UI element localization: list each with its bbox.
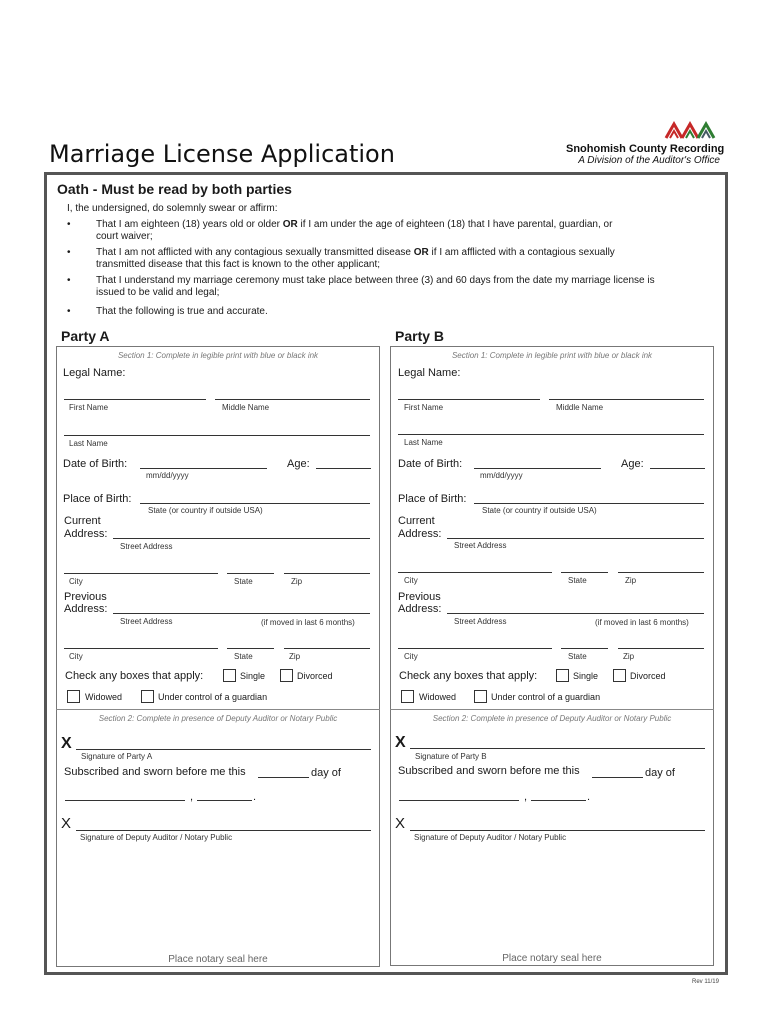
party-b-prev-state-label: State [568, 652, 587, 661]
party-a-last-name-label: Last Name [69, 439, 108, 448]
party-a-last-name-field[interactable] [64, 435, 370, 436]
party-a-zip-label: Zip [291, 577, 303, 586]
party-a-pob-label: Place of Birth: [63, 493, 132, 505]
party-a-title: Party A [61, 328, 110, 344]
oath-bullet-2: That I am not afflicted with any contagious sexually transmitted disease OR if I am afflicted with a contagious sexually transmitted disease that this fact is known to the other applicant; [96, 247, 615, 270]
party-b-day-of-text: day of [645, 767, 675, 779]
party-b-moved-note: (if moved in last 6 months) [595, 618, 689, 627]
party-a-prev-city-field[interactable] [64, 648, 218, 649]
party-a-signature-x: X [61, 735, 72, 752]
party-a-widowed-label: Widowed [85, 692, 123, 702]
party-a-notary-signature-label: Signature of Deputy Auditor / Notary Public [80, 833, 233, 842]
party-b-dob-format: mm/dd/yyyy [480, 471, 523, 480]
party-b-state-label: State [568, 576, 587, 585]
party-a-previous-label: Previous [64, 591, 107, 603]
party-a-age-label: Age: [287, 458, 310, 470]
org-subtitle: A Division of the Auditor's Office [578, 155, 720, 166]
party-b-pob-label: Place of Birth: [398, 493, 467, 505]
party-a-current-city-field[interactable] [64, 573, 218, 574]
party-b-comma: , [524, 791, 528, 803]
party-b-legal-name-label: Legal Name: [398, 367, 461, 379]
party-a-first-name-label: First Name [69, 403, 109, 412]
party-b-section2-note: Section 2: Complete in presence of Deputy Auditor or Notary Public [432, 714, 672, 723]
party-b-prev-city-label: City [404, 652, 418, 661]
party-a-day-of-text: day of [311, 767, 341, 779]
party-a-prev-street-label: Street Address [120, 617, 173, 626]
party-b-notary-x: X [395, 815, 406, 832]
party-a-divider [56, 709, 380, 710]
party-b-divorced-label: Divorced [630, 671, 666, 681]
party-b-age-label: Age: [621, 458, 644, 470]
party-b-middle-name-label: Middle Name [556, 403, 604, 412]
party-b-pob-sub: State (or country if outside USA) [482, 506, 597, 515]
party-b-city-label: City [404, 576, 418, 585]
party-b-middle-name-field[interactable] [549, 399, 704, 400]
party-b-first-name-label: First Name [404, 403, 444, 412]
party-a-notary-x: X [61, 815, 72, 832]
party-a-legal-name-label: Legal Name: [63, 367, 126, 379]
party-b-prev-address-label: Address: [398, 603, 442, 615]
party-a-previous-street-field[interactable] [113, 613, 370, 614]
party-a-single-label: Single [240, 671, 266, 681]
party-b-guardian-checkbox[interactable] [474, 690, 487, 703]
party-a-middle-name-field[interactable] [215, 399, 370, 400]
bullet-dot: • [67, 247, 71, 258]
party-b-day-field[interactable] [592, 777, 643, 778]
party-b-signature-label: Signature of Party B [415, 752, 487, 761]
party-b-dob-field[interactable] [474, 468, 601, 469]
party-b-signature-field[interactable] [410, 748, 705, 749]
party-b-divider [390, 709, 714, 710]
party-a-guardian-checkbox[interactable] [141, 690, 154, 703]
party-b-prev-city-field[interactable] [398, 648, 552, 649]
party-a-address-label: Address: [64, 528, 108, 540]
party-b-last-name-field[interactable] [398, 434, 704, 435]
party-b-prev-zip-label: Zip [623, 652, 635, 661]
party-a-middle-name-label: Middle Name [222, 403, 270, 412]
party-a-pob-sub: State (or country if outside USA) [148, 506, 263, 515]
party-a-state-label: State [234, 577, 253, 586]
party-a-divorced-checkbox[interactable] [280, 669, 293, 682]
party-b-widowed-checkbox[interactable] [401, 690, 414, 703]
party-a-prev-state-field[interactable] [227, 648, 274, 649]
party-a-prev-zip-field[interactable] [284, 648, 370, 649]
party-a-notary-signature-field[interactable] [76, 830, 371, 831]
party-a-dob-label: Date of Birth: [63, 458, 128, 470]
party-a-current-street-field[interactable] [113, 538, 370, 539]
party-b-divorced-checkbox[interactable] [613, 669, 626, 682]
party-a-prev-zip-label: Zip [289, 652, 301, 661]
org-name: Snohomish County Recording [566, 143, 725, 155]
county-logo-icon [664, 116, 720, 142]
oath-bullet-1: That I am eighteen (18) years old or older OR if I am under the age of eighteen (18) that I have parental, guardian, or court waiver; [96, 219, 613, 242]
revision-label: Rev 11/19 [692, 979, 719, 985]
party-b-title: Party B [395, 328, 445, 344]
party-b-notary-signature-field[interactable] [410, 830, 705, 831]
party-b-widowed-label: Widowed [419, 692, 457, 702]
party-a-period: . [253, 791, 257, 803]
oath-bullet-4: That the following is true and accurate. [96, 306, 268, 317]
party-a-subscribed-text: Subscribed and sworn before me this [64, 766, 246, 778]
party-a-street-label: Street Address [120, 542, 173, 551]
party-b-prev-street-label: Street Address [454, 617, 507, 626]
party-a-first-name-field[interactable] [64, 399, 206, 400]
party-a-pob-field[interactable] [140, 503, 370, 504]
party-a-age-field[interactable] [316, 468, 371, 469]
party-b-current-label: Current [398, 515, 435, 527]
party-a-year-field[interactable] [197, 800, 252, 801]
party-a-divorced-label: Divorced [297, 671, 333, 681]
party-a-current-zip-field[interactable] [284, 573, 370, 574]
oath-bullet-3: That I understand my marriage ceremony must take place between three (3) and 60 days from the date my marriage license is issued to be valid and legal; [96, 275, 655, 298]
party-a-month-field[interactable] [65, 800, 185, 801]
party-a-prev-city-label: City [69, 652, 83, 661]
party-a-day-field[interactable] [258, 777, 309, 778]
party-b-dob-label: Date of Birth: [398, 458, 463, 470]
party-b-current-city-field[interactable] [398, 572, 552, 573]
party-a-current-state-field[interactable] [227, 573, 274, 574]
party-a-city-label: City [69, 577, 83, 586]
party-b-single-label: Single [573, 671, 599, 681]
party-b-check-label: Check any boxes that apply: [399, 670, 538, 682]
party-b-prev-state-field[interactable] [561, 648, 608, 649]
party-a-signature-field[interactable] [76, 749, 371, 750]
party-b-street-label: Street Address [454, 541, 507, 550]
party-b-single-checkbox[interactable] [556, 669, 569, 682]
party-a-section1-note: Section 1: Complete in legible print with blue or black ink [117, 351, 319, 360]
bullet-dot: • [67, 306, 71, 317]
party-a-signature-label: Signature of Party A [81, 752, 153, 761]
party-b-pob-field[interactable] [474, 503, 704, 504]
party-a-notary-seal-area: Place notary seal here [168, 954, 268, 965]
party-b-guardian-label: Under control of a guardian [491, 692, 601, 702]
party-b-address-label: Address: [398, 528, 442, 540]
party-a-moved-note: (if moved in last 6 months) [261, 618, 355, 627]
party-b-year-field[interactable] [531, 800, 586, 801]
party-b-notary-seal-area: Place notary seal here [502, 953, 602, 964]
bullet-dot: • [67, 219, 71, 230]
party-a-single-checkbox[interactable] [223, 669, 236, 682]
party-b-current-zip-field[interactable] [618, 572, 704, 573]
party-b-current-street-field[interactable] [447, 538, 704, 539]
oath-title: Oath - Must be read by both parties [57, 181, 292, 197]
party-a-section2-note: Section 2: Complete in presence of Deputy Auditor or Notary Public [98, 714, 338, 723]
party-b-notary-signature-label: Signature of Deputy Auditor / Notary Public [414, 833, 567, 842]
oath-intro: I, the undersigned, do solemnly swear or affirm: [67, 203, 278, 214]
party-b-period: . [587, 791, 591, 803]
page-title: Marriage License Application [49, 140, 395, 168]
party-b-month-field[interactable] [399, 800, 519, 801]
party-a-dob-field[interactable] [140, 468, 267, 469]
party-a-widowed-checkbox[interactable] [67, 690, 80, 703]
party-b-previous-street-field[interactable] [447, 613, 704, 614]
party-b-current-state-field[interactable] [561, 572, 608, 573]
party-a-comma: , [190, 791, 194, 803]
party-b-last-name-label: Last Name [404, 438, 443, 447]
party-a-check-label: Check any boxes that apply: [65, 670, 204, 682]
party-b-previous-label: Previous [398, 591, 441, 603]
party-a-prev-state-label: State [234, 652, 253, 661]
party-a-guardian-label: Under control of a guardian [158, 692, 268, 702]
party-a-prev-address-label: Address: [64, 603, 108, 615]
party-b-prev-zip-field[interactable] [618, 648, 704, 649]
party-b-first-name-field[interactable] [398, 399, 540, 400]
party-b-section1-note: Section 1: Complete in legible print with blue or black ink [451, 351, 653, 360]
party-b-zip-label: Zip [625, 576, 637, 585]
party-a-current-label: Current [64, 515, 101, 527]
party-b-signature-x: X [395, 734, 406, 751]
party-b-subscribed-text: Subscribed and sworn before me this [398, 765, 580, 777]
party-b-age-field[interactable] [650, 468, 705, 469]
party-a-dob-format: mm/dd/yyyy [146, 471, 189, 480]
bullet-dot: • [67, 275, 71, 286]
